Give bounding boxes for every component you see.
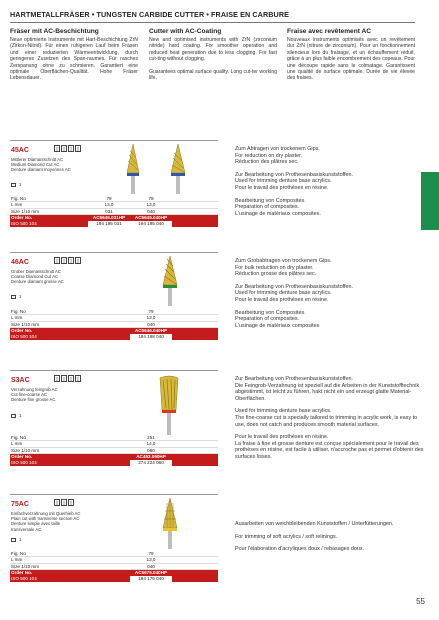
table-cell: 13,0 (146, 202, 156, 208)
table-label: ISO 500 104 (11, 221, 37, 227)
usage-icon: ▯ (69, 376, 73, 381)
table-label: Fig. No (11, 196, 26, 201)
product-notes-s3ac (235, 376, 425, 461)
order-number: AC453.060HP (136, 453, 166, 459)
intro-fr (287, 28, 415, 82)
package-icon (11, 295, 16, 299)
note-paragraph: Ausarbeiten von weichbleibenden Kunststoffen / Unterfütterungen. (235, 521, 394, 527)
usage-icons (54, 499, 74, 506)
table-label: Order No. (11, 453, 33, 459)
note-paragraph: Zur Bearbeitung von Prothesenbasiskunststoffen. Die Feingrob-Verzahnung ist speziell auf die Arbeiten in der Kunststofftechnik abgestimmt, ist leicht zu führen, hakt nicht ein und erzeugt glatte Material-Oberflächen. (235, 376, 420, 402)
table-label: L mm (11, 557, 23, 563)
pack-quantity-value: 1 (19, 182, 22, 187)
description-en: Cut fine-coarse AC (11, 392, 48, 398)
table-cell: 060 (147, 447, 155, 453)
table-cell: 79 (148, 551, 154, 556)
intro-paragraph: Guarantees optimal surface quality. Long cut-ter working life. (149, 68, 277, 82)
intro-title: Cutter with AC-Coating (149, 28, 222, 35)
note-paragraph: Pour le travail des prothèses en résine. La fraise à fine et grosse denture est conçue spécialement pour le travail des prothèses en résine, est facile à utiliser, n'accroche pas et permet d'obtenir des surfaces lisses. (235, 434, 424, 460)
bur-image (154, 374, 184, 438)
table-cell: 040 (147, 208, 155, 214)
usage-icon: ▯ (62, 146, 66, 151)
table-label: ISO 500 104 (11, 334, 37, 340)
iso-number: 194 195 031 (88, 221, 130, 227)
table-label: Order No. (11, 214, 33, 220)
intro-title: Fraise avec revêtement AC (287, 28, 372, 35)
description-fr: Denture diamant grosse AC (11, 279, 64, 285)
usage-icons (54, 375, 81, 382)
package-icon (11, 183, 16, 187)
description-fr: Denture fine grosse AC (11, 397, 56, 403)
product-card-46ac (10, 252, 218, 342)
note-paragraph: For trimming of soft acrylics / soft relinings. (235, 533, 338, 540)
usage-icon: ▯ (55, 376, 59, 381)
iso-number: 194 195 040 (130, 221, 172, 227)
table-label: Fig. No (11, 435, 26, 440)
pack-quantity-value: 1 (19, 294, 22, 299)
table-cell: 79 (148, 196, 154, 201)
description-en: Coarse Diamond Cut AC (11, 274, 59, 280)
table-label: Size 1/10 mm (11, 208, 40, 214)
product-spec-table (10, 435, 218, 466)
product-notes-45ac (235, 146, 425, 217)
table-row-iso (10, 334, 218, 340)
table-cell: 79 (148, 309, 154, 314)
table-label: Fig. No (11, 551, 26, 556)
product-description (11, 387, 81, 403)
product-notes-46ac (235, 258, 425, 329)
product-card-s3ac (10, 370, 218, 475)
intro-paragraph: New and optimised instruments with ZrN (zirconium nitride) hard coating. For smoother operation and reduced heat generation due to less clogging. For fast cut-ting without clogging. (149, 37, 277, 63)
product-description (11, 269, 81, 285)
usage-icon: ▯ (69, 258, 73, 263)
intro-paragraph: Neue optimierte Instrumente mit Hart-Beschichtung ZrN (Zirkon-Nitrid). Für einen ruhigeren Lauf beim Fräsen und einer reduzierten Wärmeentwicklung, durch geringeres Zusetzen des Span-raumes. Für rasches Zerspanung ohne zu schmieren. Garantiert eine optimale Oberflächen-Qualität. Hohe Fräser Lebensdauer. (10, 37, 138, 82)
bur-image (160, 255, 180, 307)
product-code: 46AC (11, 259, 29, 266)
table-cell: 031 (105, 208, 113, 214)
table-label: Order No. (11, 327, 33, 333)
intro-en (149, 28, 277, 81)
iso-number: 274 224 060 (130, 460, 172, 466)
product-notes-75ac (235, 521, 425, 553)
description-en: Plain cut with transverse section AC (11, 516, 80, 522)
description-en: Medium Diamond Cut AC (11, 162, 60, 168)
usage-icon: ▯ (76, 258, 80, 263)
pack-quantity (11, 294, 22, 299)
note-paragraph: Zum Abtragen von trockenem Gips. For reduction on dry plaster. Réduction des plâtres sec. (235, 146, 320, 166)
page-header (10, 10, 415, 23)
product-description (11, 157, 81, 173)
pack-quantity (11, 413, 22, 418)
package-icon (11, 538, 16, 542)
package-icon (11, 414, 16, 418)
description-de: Einfachverzahnung mit Querhieb AC (11, 511, 81, 516)
page-number: 55 (416, 597, 425, 606)
note-paragraph: Bearbeitung von Composites. Preparation of composites. L'usinage de matériaux composites. (235, 197, 321, 217)
intro-title: Fräser mit AC-Beschichtung (10, 28, 99, 35)
usage-icon: ▯ (76, 146, 80, 151)
usage-icon: ▯ (69, 146, 73, 151)
note-paragraph: Used for trimming denture base acrylics. The fine-coarse cut is specially tailored to trimming in acrylic work, is easy to use, does not catch and produces smooth material surfaces. (235, 408, 418, 428)
table-cell: 14,0 (146, 441, 156, 447)
product-code: 75AC (11, 501, 29, 508)
note-paragraph: Pour l'élaboration d'acryliques doux / rebasages doux. (235, 546, 365, 553)
product-spec-table (10, 551, 218, 582)
note-paragraph: Zur Bearbeitung von Prothesenbasiskunststoffen. Used for trimming denture base acrylics. Pour le travail des prothèses en résine. (235, 171, 353, 191)
usage-icon: ▯ (55, 500, 59, 505)
note-paragraph: Zur Bearbeitung von Prothesenbasiskunststoffen. Used for trimming denture base acrylics. Pour le travail des prothèses en résine. (235, 283, 353, 303)
bur-image (160, 497, 180, 551)
product-spec-table (10, 309, 218, 340)
table-cell: 13,0 (104, 202, 114, 208)
table-label: L mm (11, 441, 23, 447)
usage-icon: ▯ (55, 146, 59, 151)
intro-paragraph: Nouveaux instruments optimisés avec un revêtement dur ZrN (nitrure de zirconium). Pour un fonctionnement silencieux lors du fraisage, et un échauffement réduit, grâce à un plus faible encombrement des copeaux. Pour une découpe rapide sans le colmatage. Garantissent une qualité de surface optimale. Durée de vie élevée des fraises. (287, 37, 415, 82)
iso-number: 194 198 040 (130, 334, 172, 340)
order-number: AC5645.031HP (92, 214, 126, 220)
table-label: Size 1/10 mm (11, 563, 40, 569)
description-de: Verzahnung feingrob AC (11, 387, 58, 392)
usage-icon: ▯ (62, 258, 66, 263)
product-code: 45AC (11, 147, 29, 154)
product-description (11, 511, 81, 532)
note-paragraph: Bearbeitung von Composites. Preparation of composites. L'usinage de matériaux composites (235, 309, 320, 329)
product-code: S3AC (11, 377, 30, 384)
table-cell: 251 (147, 435, 155, 440)
table-cell: 040 (147, 563, 155, 569)
usage-icon: ▯ (62, 500, 66, 505)
iso-number: 194 176 040 (130, 576, 172, 582)
table-cell: 13,0 (146, 557, 156, 563)
table-cell: 13,0 (146, 315, 156, 321)
intro-de (10, 28, 138, 82)
description-de: Grober Diamantschnitt AC (11, 269, 61, 274)
order-number: AC5645.040HP (134, 214, 168, 220)
table-label: ISO 500 104 (11, 576, 37, 582)
usage-icon: ▯ (69, 500, 73, 505)
pack-quantity-value: 1 (19, 537, 22, 542)
order-number: AC5675.040HP (134, 569, 168, 575)
bur-image (123, 143, 143, 195)
page-header-title: HARTMETALLFRÄSER • TUNGSTEN CARBIDE CUTTER • FRAISE EN CARBURE (10, 10, 290, 19)
table-label: Size 1/10 mm (11, 447, 40, 453)
note-paragraph: Zum Grobabtragen von trockenem Gips. For bulk reduction on dry plaster. Réduction grosse des plâtres sec. (235, 258, 332, 278)
table-label: Order No. (11, 569, 33, 575)
usage-icon: ▯ (55, 258, 59, 263)
pack-quantity (11, 537, 22, 542)
usage-icon: ▯ (62, 376, 66, 381)
usage-icons (54, 257, 81, 264)
table-label: L mm (11, 315, 23, 321)
usage-icon: ▯ (76, 376, 80, 381)
product-card-45ac (10, 140, 218, 230)
table-cell: 79 (106, 196, 112, 201)
description-fr: Denture diamant moyennes AC (11, 167, 71, 173)
table-label: L mm (11, 202, 23, 208)
table-row-iso (10, 460, 218, 466)
table-label: ISO 500 104 (11, 460, 37, 466)
table-row-iso (10, 576, 218, 582)
description-fr: Denture simple avec taille transversale AC (11, 521, 61, 532)
pack-quantity-value: 1 (19, 413, 22, 418)
table-label: Size 1/10 mm (11, 321, 40, 327)
usage-icons (54, 145, 81, 152)
table-row-iso (10, 221, 218, 227)
pack-quantity (11, 182, 22, 187)
product-spec-table (10, 196, 218, 227)
bur-image (168, 143, 188, 195)
description-de: Mittlerer Diamantschnitt AC (11, 157, 64, 162)
order-number: AC5646.040HP (134, 327, 168, 333)
product-card-75ac (10, 494, 218, 588)
table-label: Fig. No (11, 309, 26, 314)
table-cell: 040 (147, 321, 155, 327)
